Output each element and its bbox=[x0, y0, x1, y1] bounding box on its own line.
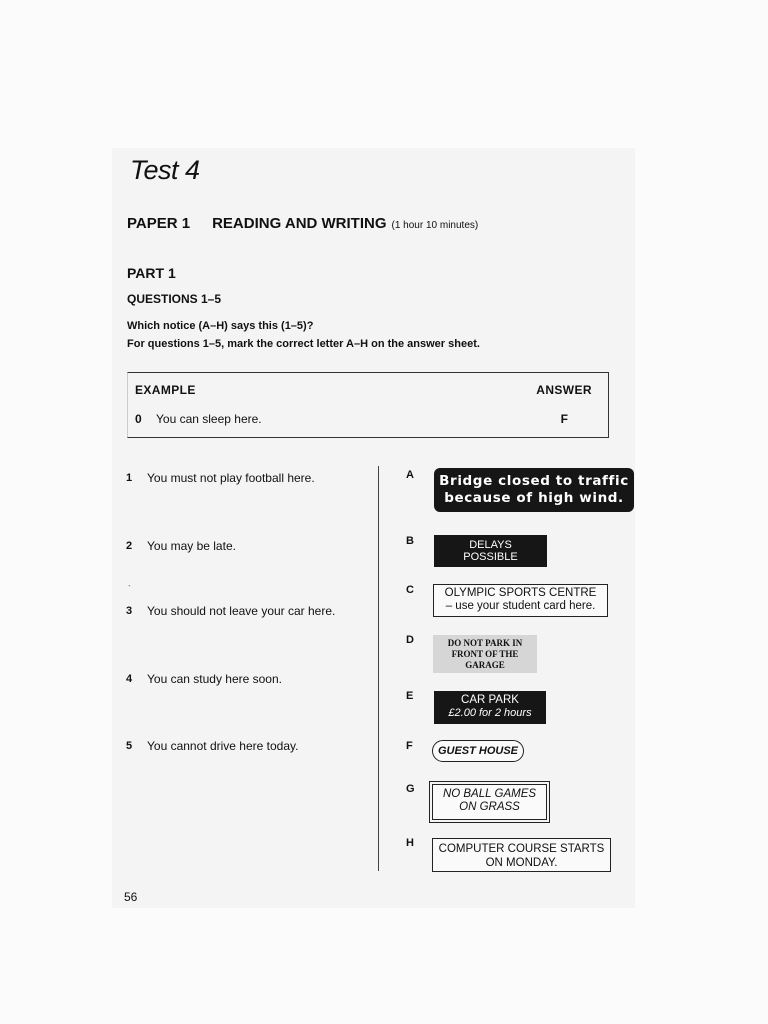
notice-sign-bridge-closed bbox=[434, 468, 634, 512]
instruction-answer-sheet: For questions 1–5, mark the correct letter A–H on the answer sheet. bbox=[127, 338, 480, 350]
paper-duration: (1 hour 10 minutes) bbox=[391, 220, 479, 231]
notice-sign-car-park bbox=[434, 691, 546, 724]
question-text: You may be late. bbox=[147, 539, 236, 553]
notice-line: GARAGE bbox=[465, 660, 505, 670]
question-number: 1 bbox=[126, 472, 133, 484]
notice-line: because of high wind. bbox=[444, 490, 624, 506]
instruction-question: Which notice (A–H) says this (1–5)? bbox=[127, 320, 314, 332]
notice-letter: D bbox=[406, 634, 414, 646]
notice-line: – use your student card here. bbox=[445, 600, 596, 612]
test-title: Test 4 bbox=[130, 155, 200, 185]
question-number: 4 bbox=[126, 673, 133, 685]
notice-sign-no-ball-games bbox=[432, 784, 547, 820]
question-number: 3 bbox=[126, 605, 133, 617]
example-number: 0 bbox=[135, 412, 142, 426]
column-divider bbox=[378, 466, 379, 871]
notice-line: GUEST HOUSE bbox=[437, 745, 519, 757]
paper-name: READING AND WRITING bbox=[212, 215, 387, 232]
stray-mark: ` bbox=[128, 584, 131, 594]
page-number: 56 bbox=[124, 890, 138, 904]
notice-letter: B bbox=[406, 535, 414, 547]
notice-letter: A bbox=[406, 469, 414, 481]
notice-line: NO BALL GAMES bbox=[442, 788, 537, 800]
notice-sign-delays bbox=[434, 535, 547, 567]
paper-heading bbox=[127, 215, 478, 232]
question-text: You should not leave your car here. bbox=[147, 604, 336, 618]
question-text: You must not play football here. bbox=[147, 471, 315, 485]
notice-letter: E bbox=[406, 690, 414, 702]
example-answer: F bbox=[560, 412, 568, 426]
question-number: 2 bbox=[126, 540, 133, 552]
notice-sign-do-not-park bbox=[433, 635, 537, 673]
notice-line: ON GRASS bbox=[459, 801, 520, 813]
notice-sign-guest-house bbox=[432, 740, 524, 762]
example-label: EXAMPLE bbox=[135, 383, 196, 397]
notice-line: DO NOT PARK IN bbox=[447, 638, 523, 648]
notice-line: OLYMPIC SPORTS CENTRE bbox=[444, 587, 597, 599]
notice-letter: C bbox=[406, 584, 414, 596]
example-text: You can sleep here. bbox=[156, 412, 262, 426]
notice-line: £2.00 for 2 hours bbox=[448, 707, 532, 719]
part-title: PART 1 bbox=[127, 265, 176, 281]
notice-sign-computer-course bbox=[432, 838, 611, 872]
notice-line: ON MONDAY. bbox=[485, 857, 558, 869]
page-sheet bbox=[112, 148, 635, 908]
notice-letter: H bbox=[406, 837, 414, 849]
notice-line: POSSIBLE bbox=[463, 551, 518, 563]
notice-letter: G bbox=[406, 783, 415, 795]
question-text: You can study here soon. bbox=[147, 672, 282, 686]
notice-line: DELAYS bbox=[469, 539, 512, 551]
question-text: You cannot drive here today. bbox=[147, 739, 299, 753]
answer-label: ANSWER bbox=[536, 383, 592, 397]
paper-label: PAPER 1 bbox=[127, 215, 191, 232]
question-number: 5 bbox=[126, 740, 133, 752]
notice-sign-olympic-sports-centre bbox=[433, 584, 608, 617]
notice-letter: F bbox=[406, 740, 413, 752]
questions-title: QUESTIONS 1–5 bbox=[127, 292, 222, 306]
notice-line: CAR PARK bbox=[461, 694, 519, 706]
example-box bbox=[127, 372, 609, 438]
notice-line: COMPUTER COURSE STARTS bbox=[438, 843, 605, 855]
notice-line: Bridge closed to traffic bbox=[439, 473, 629, 489]
notice-line: FRONT OF THE bbox=[451, 649, 519, 659]
